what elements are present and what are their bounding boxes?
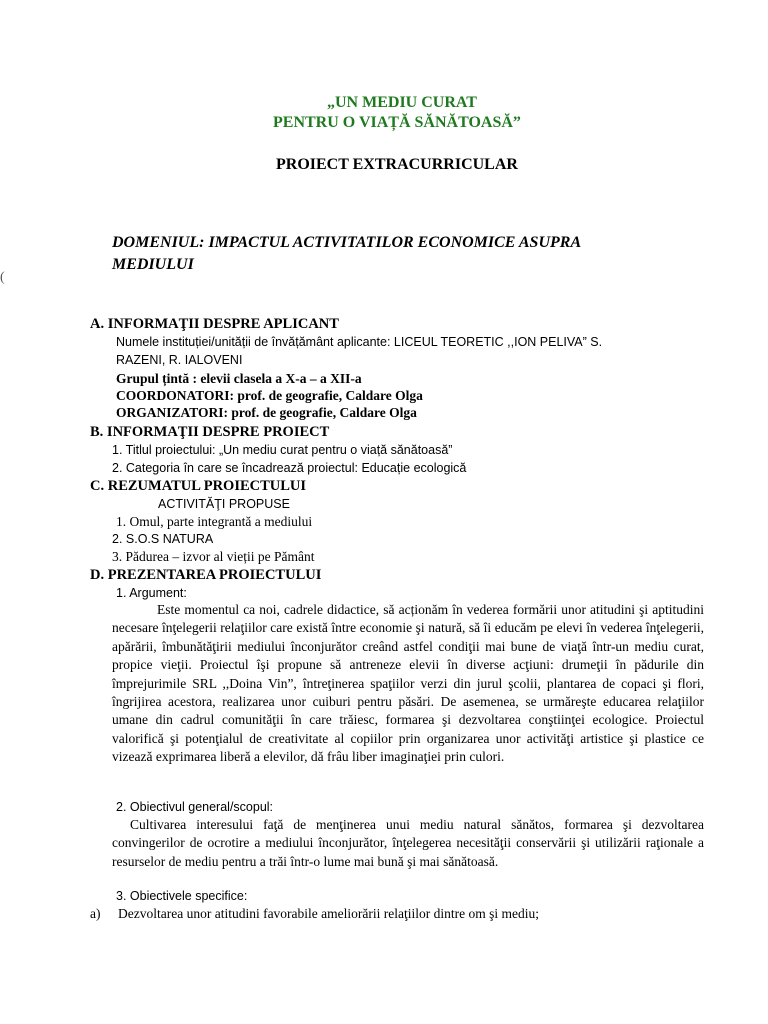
argument-paragraph: Este momentul ca noi, cadrele didactice, să acționăm în vederea formării unor atitudini şi aptitudini necesare înţelegerii relaţiilor care există între economie şi natură, să îi educăm pe elevi în vederea înţelegerii, apărării, îmbunătăţirii mediului înconjurător creând astfel condiţii mai bune de viaţă într-un mediu curat, propice vieţii. Proiectul îşi propune să antreneze elevii în diverse acţiuni: drumeţii în pădurile din împrejurimile SRL ,,Doina Vin”, întreţinerea spaţiilor verzi din jurul şcolii, plantarea de copaci şi flori, îngrijirea acestora, realizarea unor cuiburi pentru păsări. De asemenea, se urmăreşte educarea relaţiilor umane din cadrul comunităţii în care trăiesc, formarea şi dezvoltarea conştiinţei ecologice. Proiectul valorifică şi potenţialul de creativitate al copiilor prin organizarea unor activităţi artistice şi plastice ce vizează exprimarea liberă a elevilor, dă frâu liber imaginaţiei prin culori. [112,602,704,765]
institution-line-1: Numele instituției/unității de învățământ aplicante: LICEUL TEORETIC ,,ION PELIVA” S. [116,335,603,349]
activity-item: 1. Omul, parte integrantă a mediului [116,514,313,529]
title-line-2: PENTRU O VIAȚĂ SĂNĂTOASĂ” [273,114,521,131]
title-line-1: „UN MEDIU CURAT [327,94,477,111]
domain-line-2: MEDIULUI [112,256,194,273]
section-b-heading: B. INFORMAŢII DESPRE PROIECT [90,424,330,440]
argument-label: 1. Argument: [116,586,187,600]
domain-line-1: DOMENIUL: IMPACTUL ACTIVITATILOR ECONOMICE ASUPRA [112,234,582,251]
project-category-item: 2. Categoria în care se încadrează proiectul: Educație ecologică [112,461,467,475]
activity-item: 2. S.O.S NATURA [112,532,214,546]
section-d-heading: D. PREZENTAREA PROIECTULUI [90,567,322,583]
specific-objectives-label: 3. Obiectivele specifice: [116,889,248,903]
side-marker: ( [0,270,5,285]
section-c-heading: C. REZUMATUL PROIECTULUI [90,478,307,494]
objective-label: 2. Obiectivul general/scopul: [116,800,274,814]
activities-title: ACTIVITĂŢI PROPUSE [158,497,290,511]
activity-item: 3. Pădurea – izvor al vieții pe Pământ [112,549,315,564]
coordinators: COORDONATORI: prof. de geografie, Caldare Olga [116,388,423,403]
organizers: ORGANIZATORI: prof. de geografie, Caldare Olga [116,405,417,420]
page-subtitle: PROIECT EXTRACURRICULAR [276,156,518,173]
specific-objective-letter: a) [90,906,101,921]
objective-paragraph: Cultivarea interesului faţă de menţinerea unui mediu natural sănătos, formarea şi dezvoltarea convingerilor de ocrotire a mediului înconjurător, înţelegerea necesităţii conservării şi utilizării raţionale a resurselor de mediu pentru a trăi într-o lume mai bună şi mai sănătoasă. [112,817,704,869]
specific-objective-text: Dezvoltarea unor atitudini favorabile ameliorării relaţiilor dintre om şi mediu; [118,906,539,921]
project-title-item: 1. Titlul proiectului: „Un mediu curat pentru o viață sănătoasă” [112,443,453,457]
institution-line-2: RAZENI, R. IALOVENI [116,353,243,367]
section-a-heading: A. INFORMAŢII DESPRE APLICANT [90,316,339,332]
target-group: Grupul țintă : elevii clasela a X-a – a XII-a [116,371,362,386]
